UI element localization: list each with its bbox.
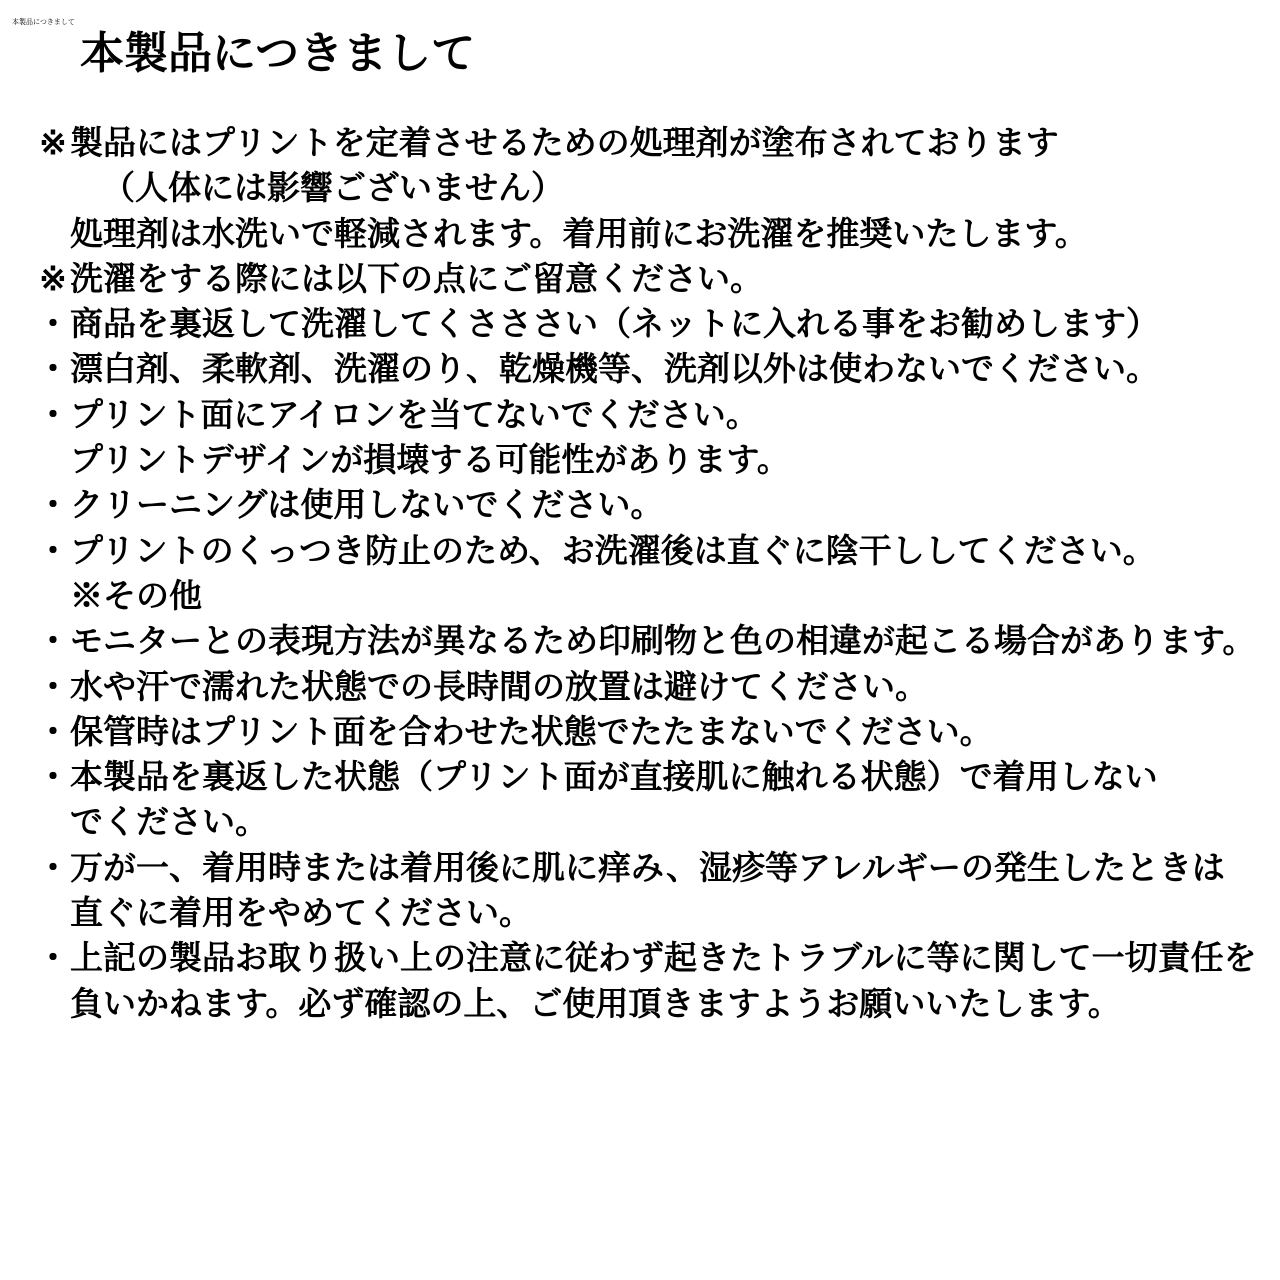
notice-text: 商品を裏返して洗濯してくさささい（ネットに入れる事をお勧めします） — [70, 304, 1159, 344]
notice-line — [36, 346, 1266, 391]
bullet-mark: ・ — [36, 304, 70, 344]
notice-text: プリントのくっつき防止のため、お洗濯後は直ぐに陰干ししてください。 — [70, 530, 1156, 570]
bullet-mark: ・ — [36, 394, 70, 434]
notice-line — [36, 845, 1266, 890]
notice-line — [36, 709, 1266, 754]
section-heading-other — [36, 573, 1266, 618]
notice-text: モニターとの表現方法が異なるため印刷物と色の相違が起こる場合があります。 — [70, 621, 1256, 661]
notice-line — [36, 392, 1266, 437]
notice-text: 保管時はプリント面を合わせた状態でたたまないでください。 — [70, 711, 993, 751]
notice-text: 洗濯をする際には以下の点にご留意ください。 — [70, 258, 763, 298]
notice-line — [36, 754, 1266, 799]
notice-text: 水や汗で濡れた状態での長時間の放置は避けてください。 — [70, 666, 928, 706]
bullet-mark: ・ — [36, 621, 70, 661]
notice-body — [36, 120, 1266, 1026]
notice-text: 上記の製品お取り扱い上の注意に従わず起きたトラブルに等に関して一切責任を — [70, 938, 1257, 978]
notice-text: でください。 — [70, 802, 268, 842]
bullet-mark: ・ — [36, 666, 70, 706]
notice-text: プリントデザインが損壊する可能性があります。 — [70, 440, 790, 480]
bullet-mark: ・ — [36, 349, 70, 389]
bullet-mark: ・ — [36, 938, 70, 978]
notice-line — [36, 301, 1266, 346]
notice-text: ※その他 — [70, 575, 202, 615]
notice-line — [36, 799, 1266, 844]
notice-text: 直ぐに着用をやめてください。 — [70, 893, 532, 933]
notice-line — [36, 256, 1266, 301]
notice-line — [36, 890, 1266, 935]
notice-text: 漂白剤、柔軟剤、洗濯のり、乾燥機等、洗剤以外は使わないでください。 — [70, 349, 1159, 389]
notice-line — [36, 482, 1266, 527]
notice-text: 製品にはプリントを定着させるための処理剤が塗布されております — [70, 123, 1059, 162]
bullet-mark: ・ — [36, 847, 70, 887]
notice-text: 負いかねます。必ず確認の上、ご使用頂きますようお願いいたします。 — [70, 983, 1121, 1023]
bullet-mark: ・ — [36, 757, 70, 797]
notice-line — [36, 528, 1266, 573]
notice-line — [36, 935, 1266, 980]
notice-line — [36, 437, 1266, 482]
notice-text: 本製品を裏返した状態（プリント面が直接肌に触れる状態）で着用しない — [70, 757, 1158, 797]
notice-line — [36, 211, 1266, 256]
notice-line — [36, 165, 1266, 210]
note-mark: ※ — [39, 123, 67, 162]
bullet-mark: ・ — [36, 485, 70, 525]
notice-text: （人体には影響ございません） — [102, 168, 564, 208]
notice-text: 万が一、着用時または着用後に肌に痒み、湿疹等アレルギーの発生したときは — [70, 847, 1225, 887]
notice-line — [36, 120, 1266, 165]
notice-text: クリーニングは使用しないでください。 — [70, 485, 664, 525]
bullet-mark: ・ — [36, 711, 70, 751]
bullet-mark: ・ — [36, 530, 70, 570]
notice-text: プリント面にアイロンを当てないでください。 — [70, 394, 759, 434]
notice-line — [36, 981, 1266, 1026]
page-title: 本製品につきまして — [80, 28, 476, 79]
notice-line — [36, 618, 1266, 663]
notice-text: 処理剤は水洗いで軽減されます。着用前にお洗濯を推奨いたします。 — [70, 213, 1088, 253]
notice-line — [36, 664, 1266, 709]
page-caption: 本製品につきまして — [12, 18, 75, 26]
note-mark: ※ — [39, 258, 67, 298]
